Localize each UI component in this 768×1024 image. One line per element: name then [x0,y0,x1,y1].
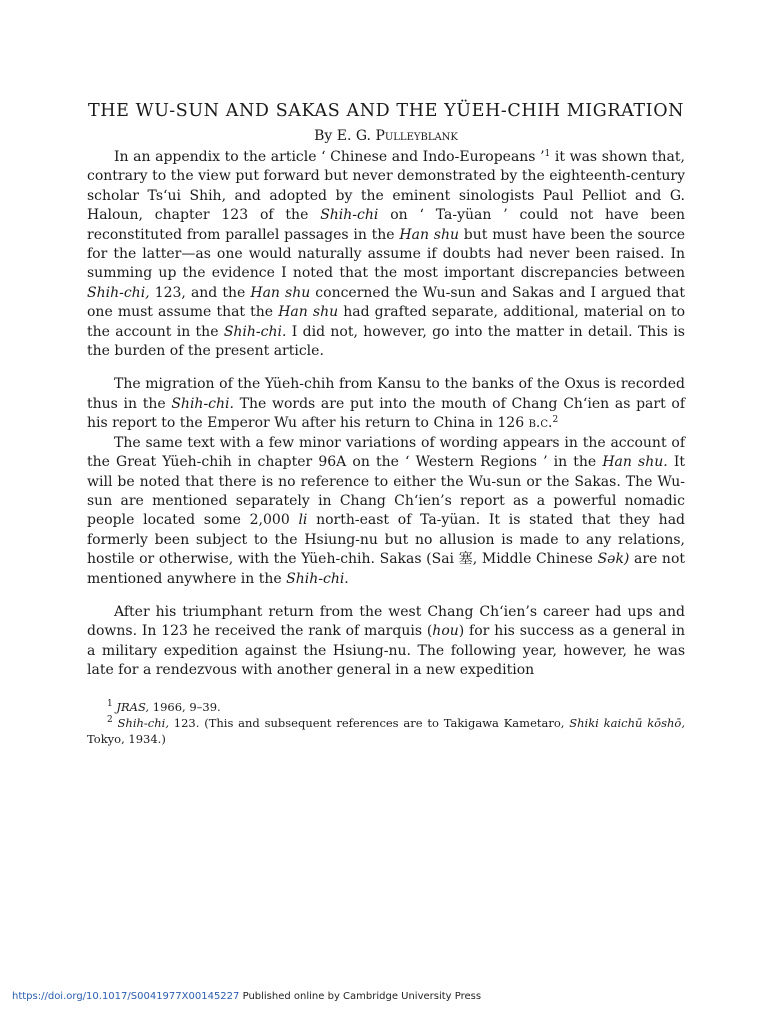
text: 123, and the [149,284,251,301]
author-name: E. G. Pulleyblank [336,128,458,144]
text: 1966, 9–39. [149,699,221,714]
footnotes [87,699,685,747]
doi-link[interactable]: https://doi.org/10.1017/S0041977X00145227 [12,991,240,1002]
text: I did not, however, go into the matter in detail. This is the burden of the present article. [87,323,685,360]
footnote-ref-2[interactable]: 2 [552,415,559,426]
text: It will be noted that there is no reference to either the Wu-sun or the Sakas. The Wu-sun are mentioned separately in Chang Ch‘ien’s report as a powerful nomadic people located some 2,000 [87,454,685,529]
article-page [87,100,685,747]
text: After his triumphant return from the west Chang Ch‘ien’s career had ups and downs. In 123 he received the rank of marquis ( [87,603,685,640]
paragraph-3 [87,434,685,589]
text: ) for his success as a general in a military expedition against the Hsiung-nu. The following year, however, he was late for a rendezvous with another general in a new expedition [87,623,685,679]
text: concerned the Wu-sun and Sakas and I argued that one must assume that the [87,284,685,321]
text: are not mentioned anywhere in the [87,551,686,587]
italic-text: Han shu [250,284,311,301]
published-notice: Published online by Cambridge University Press [239,991,482,1002]
italic-text: Shih-chi. [171,395,234,412]
text: In an appendix to the article ‘ Chinese and Indo-Europeans ’ [114,149,545,165]
paragraph-1 [87,148,685,361]
footnote-ref-1[interactable]: 1 [544,149,551,159]
italic-text: Shih-chi, [117,715,169,730]
italic-text: li [298,512,308,529]
text: Tokyo, 1934.) [87,731,166,746]
text: The same text with a few minor variations of wording appears in the account of the Great Yüeh-chih in chapter 96A on the ‘ Western Regions ’ in the [87,434,685,471]
italic-text: Shih-chi [320,207,379,224]
italic-text: Han shu. [602,454,668,471]
italic-text: Sək) [597,551,630,568]
text: The words are put into the mouth of Chang Ch‘ien as part of his report to the Emperor Wu after his return to China in 126 [87,395,685,432]
italic-text: hou [432,623,459,640]
text: it was shown that, contrary to the view put forward but never demonstrated by the eighteenth-century scholar Ts‘ui Shih, and adopted by the eminent sinologists Paul Pelliot and G. Haloun, chapter 123 of the [87,149,685,224]
byline-prefix: By [314,128,333,144]
text: 123. (This and subsequent references are to Takigawa Kametaro, [168,715,570,730]
italic-text: Shih-chi, [87,284,150,301]
footnote-number: 1 [107,698,113,709]
footnote-2 [87,715,685,747]
italic-text: Shiki kaichū kōshō, [569,715,685,730]
text: had grafted separate, additional, material on to the account in the [87,304,686,340]
italic-text: Han shu [399,226,459,243]
italic-text: Shih-chi. [286,570,349,587]
text: north-east of Ta-yüan. It is stated that they had formerly been subject to the Hsiung-nu but no allusion is made to any relations, hostile or otherwise, with the Yüeh-chih. Sakas (Sai 塞, Middle Chinese [87,512,685,568]
byline [87,128,685,144]
text: on ‘ Ta-yüan ’ could not have been reconstituted from parallel passages in the [87,207,685,243]
paragraph-4 [87,603,685,681]
italic-text: Han shu [278,304,339,321]
text: The migration of the Yüeh-chih from Kansu to the banks of the Oxus is recorded thus in the [87,376,685,412]
italic-text: JRAS, [116,699,150,714]
italic-text: Shih-chi. [223,323,287,340]
paragraph-2 [87,375,685,433]
era-abbrev: b.c. [528,415,553,432]
footnote-1 [87,699,685,715]
text: but must have been the source for the latter—as one would naturally assume if doubts had never been raised. In summing up the evidence I noted that the most important discrepancies between [87,226,685,282]
footnote-number: 2 [107,714,113,725]
footer-citation [12,991,481,1002]
article-title: THE WU-SUN AND SAKAS AND THE YÜEH-CHIH MIGRATION [87,101,685,121]
